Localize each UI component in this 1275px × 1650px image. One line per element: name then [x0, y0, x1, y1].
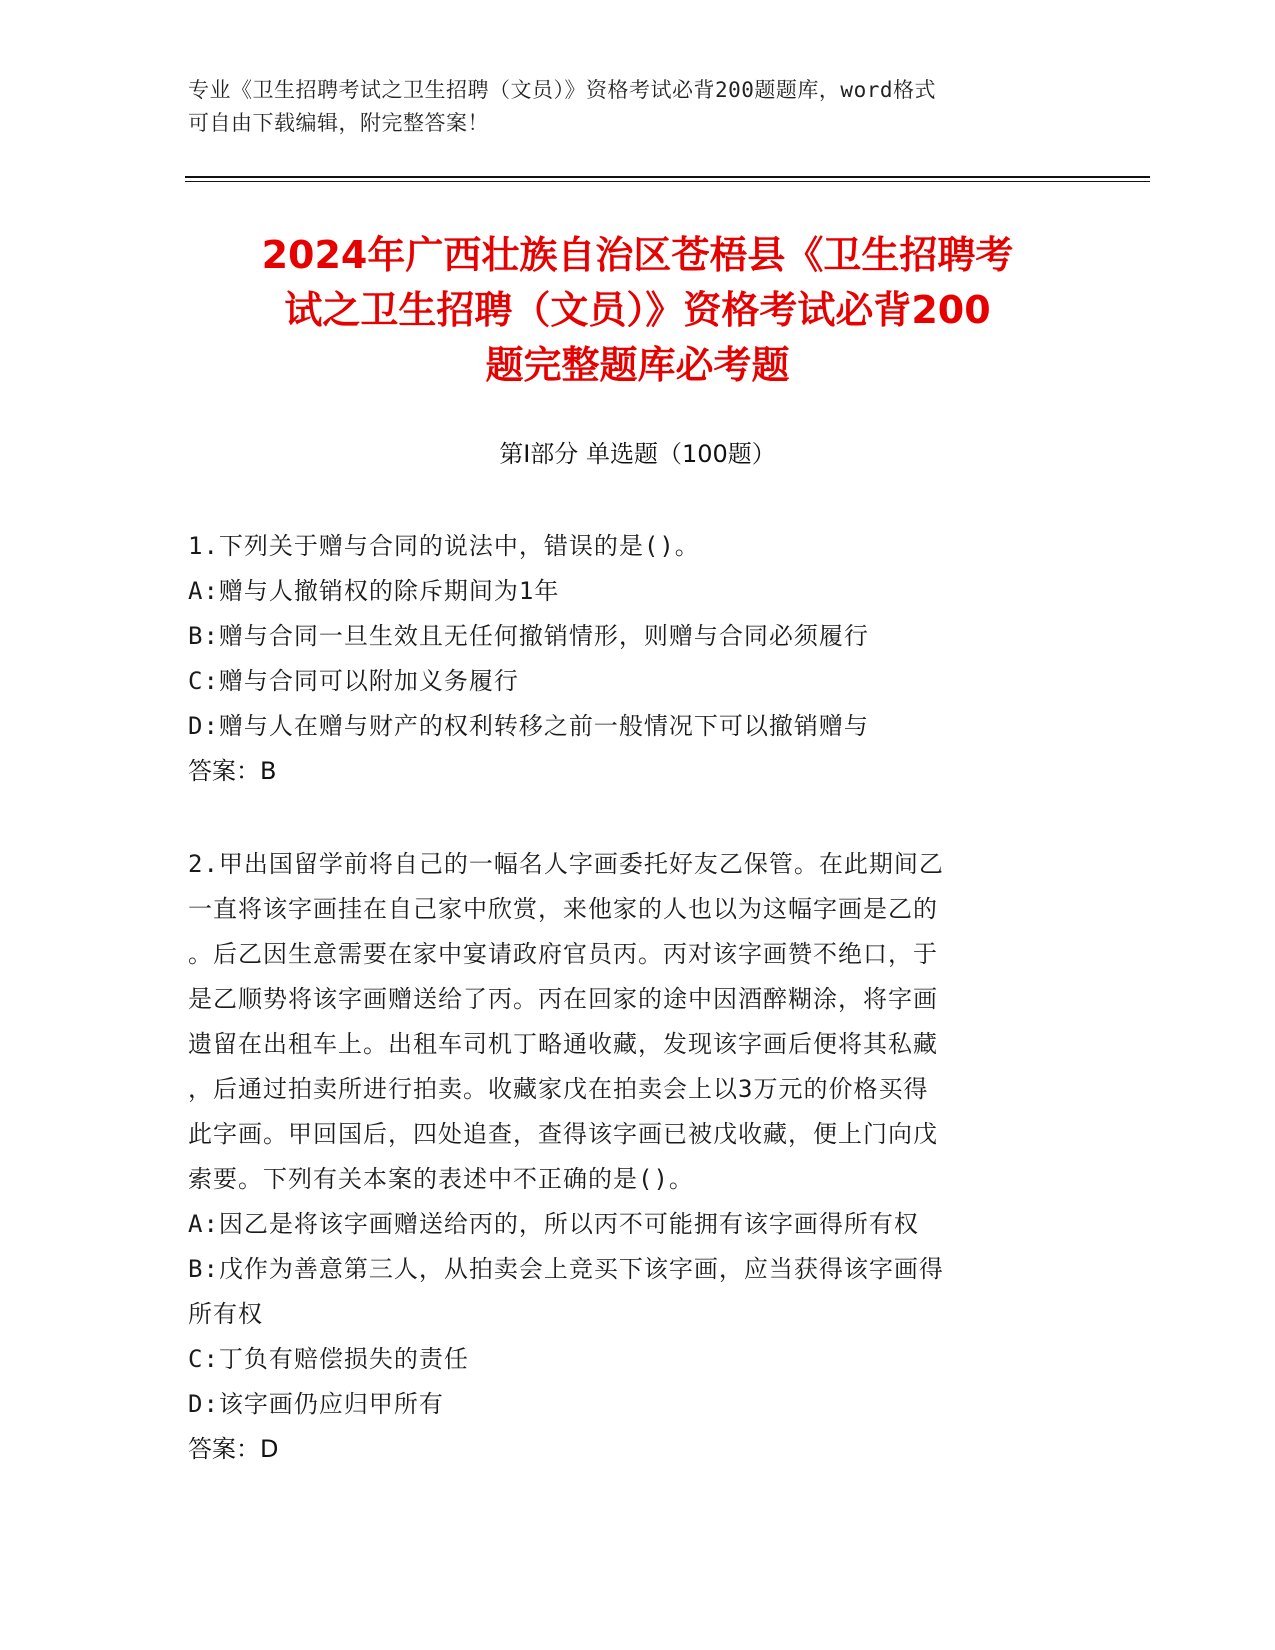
question-stem-line: 。后乙因生意需要在家中宴请政府官员丙。丙对该字画赞不绝口，于 — [188, 940, 938, 968]
document-title — [150, 228, 1125, 393]
option-d: D:赠与人在赠与财产的权利转移之前一般情况下可以撤销赠与 — [188, 712, 869, 740]
option-a: A:因乙是将该字画赠送给丙的，所以丙不可能拥有该字画得所有权 — [188, 1210, 919, 1238]
option-b: B:戊作为善意第三人，从拍卖会上竞买下该字画，应当获得该字画得 — [188, 1255, 944, 1283]
title-line-3: 题完整题库必考题 — [485, 343, 790, 387]
answer-label: 答案：D — [188, 1435, 279, 1463]
answer-label: 答案：B — [188, 757, 277, 785]
question-stem-line: 遗留在出租车上。出租车司机丁略通收藏，发现该字画后便将其私藏 — [188, 1030, 938, 1058]
header-note — [188, 74, 1068, 140]
question-2 — [188, 842, 1068, 1472]
option-c: C:赠与合同可以附加义务履行 — [188, 667, 519, 695]
option-c: C:丁负有赔偿损失的责任 — [188, 1345, 469, 1373]
question-1 — [188, 524, 1068, 794]
question-stem-line: 索要。下列有关本案的表述中不正确的是()。 — [188, 1165, 694, 1193]
header-note-line-2: 可自由下载编辑，附完整答案！ — [188, 111, 489, 135]
title-line-1: 2024年广西壮族自治区苍梧县《卫生招聘考 — [261, 233, 1014, 277]
question-stem-line: 2.甲出国留学前将自己的一幅名人字画委托好友乙保管。在此期间乙 — [188, 850, 944, 878]
header-divider-thin — [185, 181, 1150, 182]
question-stem-line: 是乙顺势将该字画赠送给了丙。丙在回家的途中因酒醉糊涂，将字画 — [188, 985, 938, 1013]
header-note-line-1: 专业《卫生招聘考试之卫生招聘（文员）》资格考试必背200题题库，word格式 — [188, 78, 936, 102]
question-stem-line: 一直将该字画挂在自己家中欣赏，来他家的人也以为这幅字画是乙的 — [188, 895, 938, 923]
question-stem-line: 1.下列关于赠与合同的说法中，错误的是()。 — [188, 532, 700, 560]
question-stem-line: 此字画。甲回国后，四处追查，查得该字画已被戊收藏，便上门向戊 — [188, 1120, 938, 1148]
header-divider-thick — [185, 176, 1150, 178]
title-line-2: 试之卫生招聘（文员）》资格考试必背200 — [284, 288, 991, 332]
option-b-continued: 所有权 — [188, 1300, 263, 1328]
option-a: A:赠与人撤销权的除斥期间为1年 — [188, 577, 560, 605]
option-d: D:该字画仍应归甲所有 — [188, 1390, 444, 1418]
option-b: B:赠与合同一旦生效且无任何撤销情形，则赠与合同必须履行 — [188, 622, 869, 650]
question-stem-line: ，后通过拍卖所进行拍卖。收藏家戊在拍卖会上以3万元的价格买得 — [188, 1075, 929, 1103]
section-heading: 第Ⅰ部分 单选题（100题） — [499, 440, 776, 468]
